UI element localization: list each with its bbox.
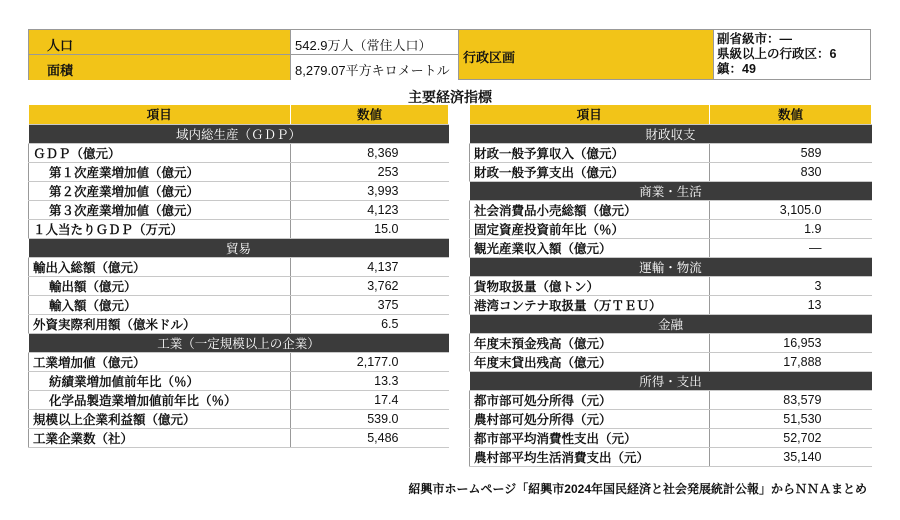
row-value: 52,702	[710, 428, 872, 447]
row-value: 589	[710, 143, 872, 162]
admin-line: 鎮：49	[717, 62, 756, 76]
row-value: 3	[710, 276, 872, 295]
row-label: 農村部可処分所得（元）	[470, 409, 710, 428]
row-value: 253	[291, 162, 449, 181]
row-value: 3,762	[291, 276, 449, 295]
row-label: 第２次産業増加値（億元）	[29, 181, 291, 200]
left-indicator-table	[28, 105, 449, 448]
population-value: 542.9万人（常住人口）	[291, 30, 459, 55]
section-label: 運輸・物流	[470, 257, 872, 276]
row-label: 輸出額（億元）	[29, 276, 291, 295]
row-label: 第３次産業増加値（億元）	[29, 200, 291, 219]
table-row	[470, 295, 872, 314]
row-label: 都市部平均消費性支出（元）	[470, 428, 710, 447]
source-note: 紹興市ホームページ「紹興市2024年国民経済と社会発展統計公報」からＮＮＡまとめ	[408, 482, 867, 496]
table-row	[29, 276, 449, 295]
table-row	[29, 409, 449, 428]
row-label: 社会消費品小売総額（億元）	[470, 200, 710, 219]
row-label: １人当たりＧＤＰ（万元）	[29, 219, 291, 238]
table-row	[470, 200, 872, 219]
row-label: 固定資産投資前年比（％）	[470, 219, 710, 238]
row-label: ＧＤＰ（億元）	[29, 143, 291, 162]
table-row	[470, 390, 872, 409]
table-row	[470, 333, 872, 352]
header-item: 項目	[29, 105, 291, 124]
row-label: 都市部可処分所得（元）	[470, 390, 710, 409]
table-row	[29, 390, 449, 409]
row-value: 13.3	[291, 371, 449, 390]
row-value: 8,369	[291, 143, 449, 162]
page-title: 主要経済指標	[408, 89, 492, 105]
row-value: 17.4	[291, 390, 449, 409]
table-row	[29, 257, 449, 276]
table-header	[29, 105, 449, 124]
summary-box	[28, 29, 871, 80]
section-row	[470, 181, 872, 200]
section-row	[29, 238, 449, 257]
table-row	[29, 219, 449, 238]
table-header	[470, 105, 872, 124]
section-row	[29, 333, 449, 352]
section-row	[470, 314, 872, 333]
right-indicator-table	[469, 105, 872, 467]
table-row	[29, 295, 449, 314]
table-row	[470, 162, 872, 181]
row-value: 35,140	[710, 447, 872, 466]
section-label: 商業・生活	[470, 181, 872, 200]
table-row	[470, 352, 872, 371]
row-label: 紡績業増加値前年比（％）	[29, 371, 291, 390]
row-label: 第１次産業増加値（億元）	[29, 162, 291, 181]
population-label: 人口	[29, 30, 291, 55]
row-label: 港湾コンテナ取扱量（万ＴＥＵ）	[470, 295, 710, 314]
table-row	[470, 143, 872, 162]
row-value: 375	[291, 295, 449, 314]
table-row	[29, 162, 449, 181]
header-value: 数値	[291, 105, 449, 124]
section-label: 所得・支出	[470, 371, 872, 390]
row-value: 2,177.0	[291, 352, 449, 371]
row-value: 13	[710, 295, 872, 314]
area-label: 面積	[29, 55, 291, 80]
admin-line: 県級以上の行政区：6	[717, 47, 837, 61]
area-value: 8,279.07平方キロメートル	[291, 55, 459, 80]
table-row	[29, 352, 449, 371]
row-value: 3,993	[291, 181, 449, 200]
table-row	[470, 409, 872, 428]
row-label: 財政一般予算支出（億元）	[470, 162, 710, 181]
section-row	[470, 371, 872, 390]
row-value: 4,137	[291, 257, 449, 276]
row-value: 4,123	[291, 200, 449, 219]
section-label: 財政収支	[470, 124, 872, 143]
row-label: 輸出入総額（億元）	[29, 257, 291, 276]
table-row	[29, 428, 449, 447]
row-label: 輸入額（億元）	[29, 295, 291, 314]
section-label: 域内総生産（ＧＤＰ）	[29, 124, 449, 143]
row-value: —	[710, 238, 872, 257]
row-label: 年度末貸出残高（億元）	[470, 352, 710, 371]
row-label: 農村部平均生活消費支出（元）	[470, 447, 710, 466]
row-label: 観光産業収入額（億元）	[470, 238, 710, 257]
row-value: 83,579	[710, 390, 872, 409]
table-row	[29, 371, 449, 390]
row-label: 外資実際利用額（億米ドル）	[29, 314, 291, 333]
row-value: 17,888	[710, 352, 872, 371]
row-value: 5,486	[291, 428, 449, 447]
table-row	[29, 200, 449, 219]
table-row	[470, 447, 872, 466]
row-label: 貨物取扱量（億トン）	[470, 276, 710, 295]
row-label: 化学品製造業増加値前年比（％）	[29, 390, 291, 409]
row-value: 3,105.0	[710, 200, 872, 219]
row-label: 工業企業数（社）	[29, 428, 291, 447]
section-label: 貿易	[29, 238, 449, 257]
row-value: 1.9	[710, 219, 872, 238]
row-label: 規模以上企業利益額（億元）	[29, 409, 291, 428]
section-row	[29, 124, 449, 143]
row-value: 539.0	[291, 409, 449, 428]
table-row	[29, 181, 449, 200]
header-value: 数値	[710, 105, 872, 124]
section-row	[470, 124, 872, 143]
admin-value	[714, 30, 872, 79]
table-row	[470, 428, 872, 447]
table-row	[470, 276, 872, 295]
row-label: 工業増加値（億元）	[29, 352, 291, 371]
row-label: 年度末預金残高（億元）	[470, 333, 710, 352]
admin-line: 副省級市：—	[717, 32, 793, 46]
row-value: 16,953	[710, 333, 872, 352]
admin-label: 行政区画	[459, 30, 714, 79]
row-value: 15.0	[291, 219, 449, 238]
table-row	[470, 219, 872, 238]
table-row	[29, 143, 449, 162]
row-value: 830	[710, 162, 872, 181]
section-row	[470, 257, 872, 276]
row-value: 51,530	[710, 409, 872, 428]
table-row	[29, 314, 449, 333]
row-label: 財政一般予算収入（億元）	[470, 143, 710, 162]
section-label: 金融	[470, 314, 872, 333]
header-item: 項目	[470, 105, 710, 124]
row-value: 6.5	[291, 314, 449, 333]
section-label: 工業（一定規模以上の企業）	[29, 333, 449, 352]
table-row	[470, 238, 872, 257]
